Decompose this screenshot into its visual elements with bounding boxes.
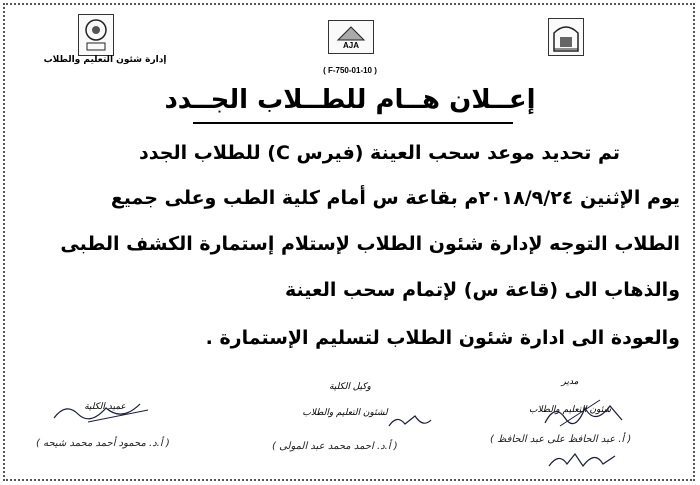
director-title: مدير: [561, 377, 579, 387]
vice-dean-title: وكيل الكلية: [329, 382, 371, 392]
announcement-line-3: الطلاب التوجه لإدارة شئون الطلاب لإستلام إستمارة الكشف الطبى: [60, 233, 680, 255]
department-name: إدارة شئون التعليم والطلاب: [43, 55, 167, 65]
vice-dean-title-2: لشئون التعليم والطلاب: [302, 408, 388, 418]
logo-center-text: AJA: [342, 40, 359, 50]
director-title-2: شئون التعليم والطلاب: [528, 405, 612, 415]
aja-accreditation-logo: [328, 20, 374, 54]
director-date-scribble: [545, 448, 625, 472]
vice-dean-signature: [385, 410, 435, 432]
title-underline: [193, 122, 513, 124]
vice-dean-name: ( أ.د. احمد محمد عبد المولى ): [272, 441, 398, 452]
faculty-seal-logo: [548, 18, 584, 56]
dean-title: عميد الكلية: [84, 402, 126, 412]
announcement-line-5: والعودة الى ادارة شئون الطلاب لتسليم الإستمارة .: [205, 327, 680, 349]
announcement-title: إعــلان هــام للطــلاب الجــدد: [164, 85, 536, 115]
dean-name: ( أ.د. محمود أحمد محمد شيحه ): [36, 438, 170, 449]
form-code: ( F-750-01-10 ): [323, 66, 377, 75]
university-seal-logo: [78, 14, 114, 56]
announcement-line-2: يوم الإثنين ٢٠١٨/٩/٢٤م بقاعة س أمام كلية الطب وعلى جميع: [110, 187, 680, 209]
dean-signature: [48, 396, 158, 426]
director-name: ( أ. عبد الحافظ على عبد الحافظ ): [490, 434, 632, 445]
director-signature: [540, 398, 630, 428]
announcement-line-1: تم تحديد موعد سحب العينة (فيرس C) للطلاب الجدد: [139, 142, 620, 164]
announcement-line-4: والذهاب الى (قاعة س) لإتمام سحب العينة: [284, 279, 680, 301]
